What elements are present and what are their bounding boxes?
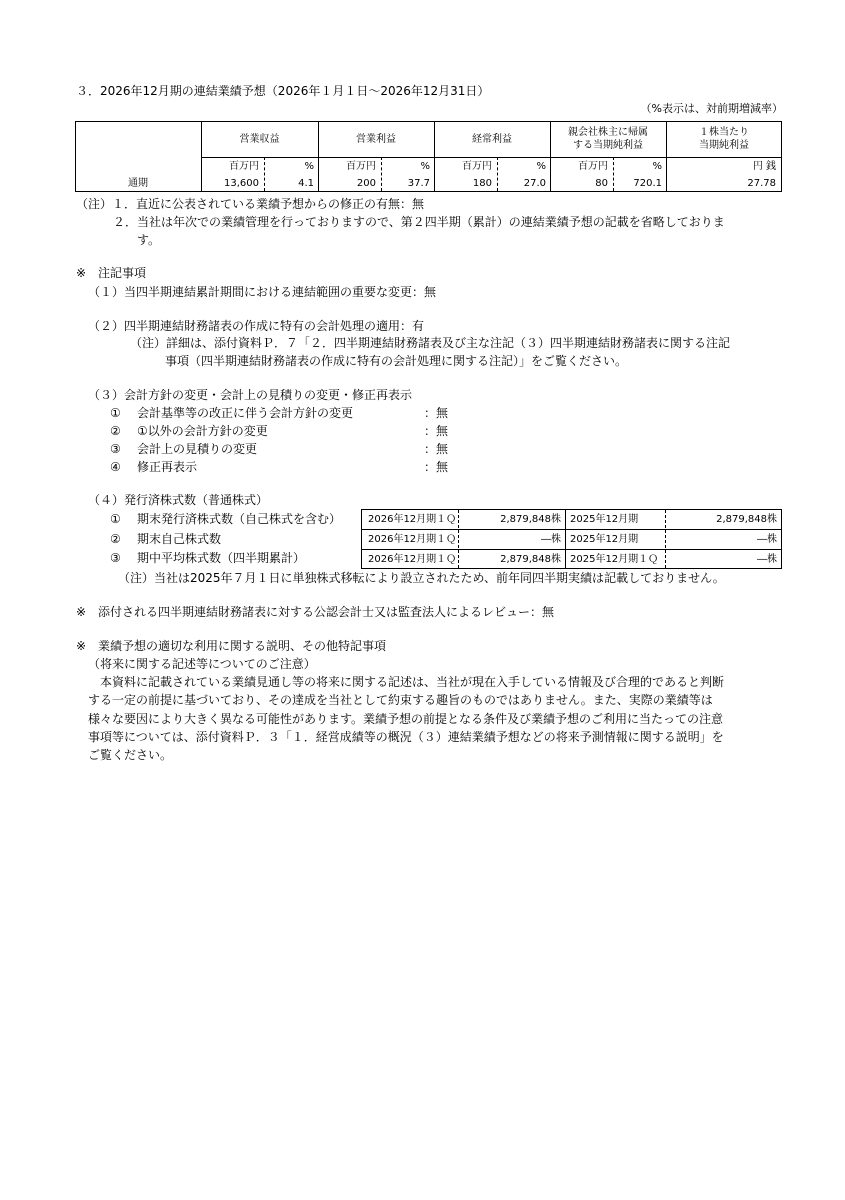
header-eps-l1: １株当たり [699, 127, 749, 138]
forecast-note-1: （注）１．直近に公表されている業績予想からの修正の有無：無 [76, 197, 425, 211]
value-revenue: 13,600 [224, 178, 259, 189]
item3-label-4: 修正再表示 [137, 460, 198, 474]
unit-note: （%表示は、対前期増減率） [640, 102, 783, 115]
item3-label-2: ①以外の会計方針の変更 [137, 424, 268, 438]
shares-period-3: 2026年12月期１Ｑ [368, 554, 457, 565]
item3-value-3: ：無 [424, 442, 449, 456]
row-label: 通期 [128, 178, 148, 189]
value-op-income: 200 [356, 178, 376, 189]
value-revenue-pct: 4.1 [298, 178, 314, 189]
table-row [362, 510, 781, 529]
shares-value-3: 2,879,848株 [500, 554, 561, 565]
forecast-note-2-l1: ２．当社は年次での業績管理を行っておりますので、第２四半期（累計）の連結業績予想の記載を省略しておりま [113, 215, 725, 229]
review-statement: ※ 添付される四半期連結財務諸表に対する公認会計士又は監査法人によるレビュー：無 [76, 605, 555, 619]
usage-line-3: 様々な要因により大きく異なる可能性があります。業績予想の前提となる条件及び業績予想のご利用に当たっての注意 [88, 712, 724, 726]
unit-pct: % [420, 161, 430, 172]
unit-pct: % [652, 161, 662, 172]
shares-period-1: 2026年12月期１Ｑ [368, 514, 457, 525]
item4-label-3: 期中平均株式数（四半期累計） [137, 551, 306, 565]
header-op-income: 営業利益 [356, 134, 396, 145]
value-net-income: 80 [595, 178, 608, 189]
unit-million: 百万円 [578, 161, 608, 172]
shares-prior-period-1: 2025年12月期 [570, 514, 639, 525]
item3-value-2: ：無 [424, 424, 449, 438]
unit-yen: 円 銭 [752, 161, 776, 172]
notes-item-3: （３）会計方針の変更・会計上の見積りの変更・修正再表示 [88, 388, 413, 402]
usage-line-5: ご覧ください。 [88, 748, 173, 762]
usage-heading: ※ 業績予想の適切な利用に関する説明、その他特記事項 [76, 639, 387, 653]
usage-line-4: 事項等については、添付資料Ｐ．３「１．経営成績等の概況（３）連結業績予想などの将来予測情報に関する説明」を [88, 730, 724, 744]
item3-label-1: 会計基準等の改正に伴う会計方針の変更 [137, 406, 354, 420]
item4-no-2: ② [110, 532, 121, 546]
notes-item-2-note-l1: （注）詳細は、添付資料Ｐ．７「２．四半期連結財務諸表及び主な注記（３）四半期連結財務諸表に関する注記 [130, 336, 731, 350]
header-revenue: 営業収益 [239, 134, 280, 145]
notes-item-4: （４）発行済株式数（普通株式） [88, 493, 269, 507]
usage-line-2: する一定の前提に基づいており、その達成を当社として約束する趣旨のものではありません。また、実際の業績等は [88, 693, 713, 707]
item4-no-3: ③ [110, 551, 121, 565]
item4-label-1: 期末発行済株式数（自己株式を含む） [137, 512, 342, 526]
unit-million: 百万円 [462, 161, 492, 172]
item3-value-4: ：無 [424, 460, 449, 474]
forecast-note-2-l2: す。 [137, 233, 161, 247]
shares-value-1: 2,879,848株 [500, 514, 561, 525]
unit-pct: % [304, 161, 314, 172]
item3-value-1: ：無 [424, 406, 449, 420]
value-ord-income: 180 [472, 178, 492, 189]
header-net-income-l1: 親会社株主に帰属 [568, 127, 648, 138]
value-eps: 27.78 [747, 178, 776, 189]
shares-table [361, 509, 782, 569]
unit-million: 百万円 [229, 161, 259, 172]
table-row [362, 550, 781, 569]
item3-no-3: ③ [110, 442, 121, 456]
value-op-income-pct: 37.7 [407, 178, 430, 189]
unit-million: 百万円 [346, 161, 376, 172]
notes-item-2: （２）四半期連結財務諸表の作成に特有の会計処理の適用：有 [88, 319, 425, 333]
forecast-table [75, 121, 782, 192]
shares-prior-value-1: 2,879,848株 [716, 514, 777, 525]
usage-line-1: 本資料に記載されている業績見通し等の将来に関する記述は、当社が現在入手している情報及び合理的であると判断 [100, 675, 725, 689]
header-net-income-l2: する当期純利益 [573, 140, 643, 151]
notes-heading: ※ 注記事項 [76, 266, 147, 280]
shares-value-2: ―株 [541, 534, 561, 545]
item4-note: （注）当社は2025年７月１日に単独株式移転により設立されたため、前年同四半期実績は記載しておりません。 [118, 571, 725, 585]
item3-no-2: ② [110, 424, 121, 438]
shares-period-2: 2026年12月期１Ｑ [368, 534, 457, 545]
value-ord-income-pct: 27.0 [523, 178, 546, 189]
header-eps-l2: 当期純利益 [699, 140, 749, 151]
item4-label-2: 期末自己株式数 [137, 532, 222, 546]
notes-item-2-note-l2: 事項（四半期連結財務諸表の作成に特有の会計処理に関する注記）」をご覧ください。 [165, 354, 628, 368]
item4-no-1: ① [110, 512, 121, 526]
notes-item-1: （１）当四半期連結累計期間における連結範囲の重要な変更：無 [88, 285, 437, 299]
item3-no-1: ① [110, 406, 121, 420]
shares-prior-period-3: 2025年12月期１Ｑ [570, 554, 659, 565]
section-title: ３．2026年12月期の連結業績予想（2026年１月１日～2026年12月31日） [76, 84, 490, 98]
header-ord-income: 経常利益 [472, 134, 512, 145]
item3-label-3: 会計上の見積りの変更 [137, 442, 258, 456]
usage-subheading: （将来に関する記述等についてのご注意） [88, 657, 316, 671]
value-net-income-pct: 720.1 [633, 178, 662, 189]
shares-prior-period-2: 2025年12月期 [570, 534, 639, 545]
unit-pct: % [536, 161, 546, 172]
table-row [362, 530, 781, 549]
item3-no-4: ④ [110, 460, 121, 474]
shares-prior-value-3: ―株 [757, 554, 777, 565]
shares-prior-value-2: ―株 [757, 534, 777, 545]
